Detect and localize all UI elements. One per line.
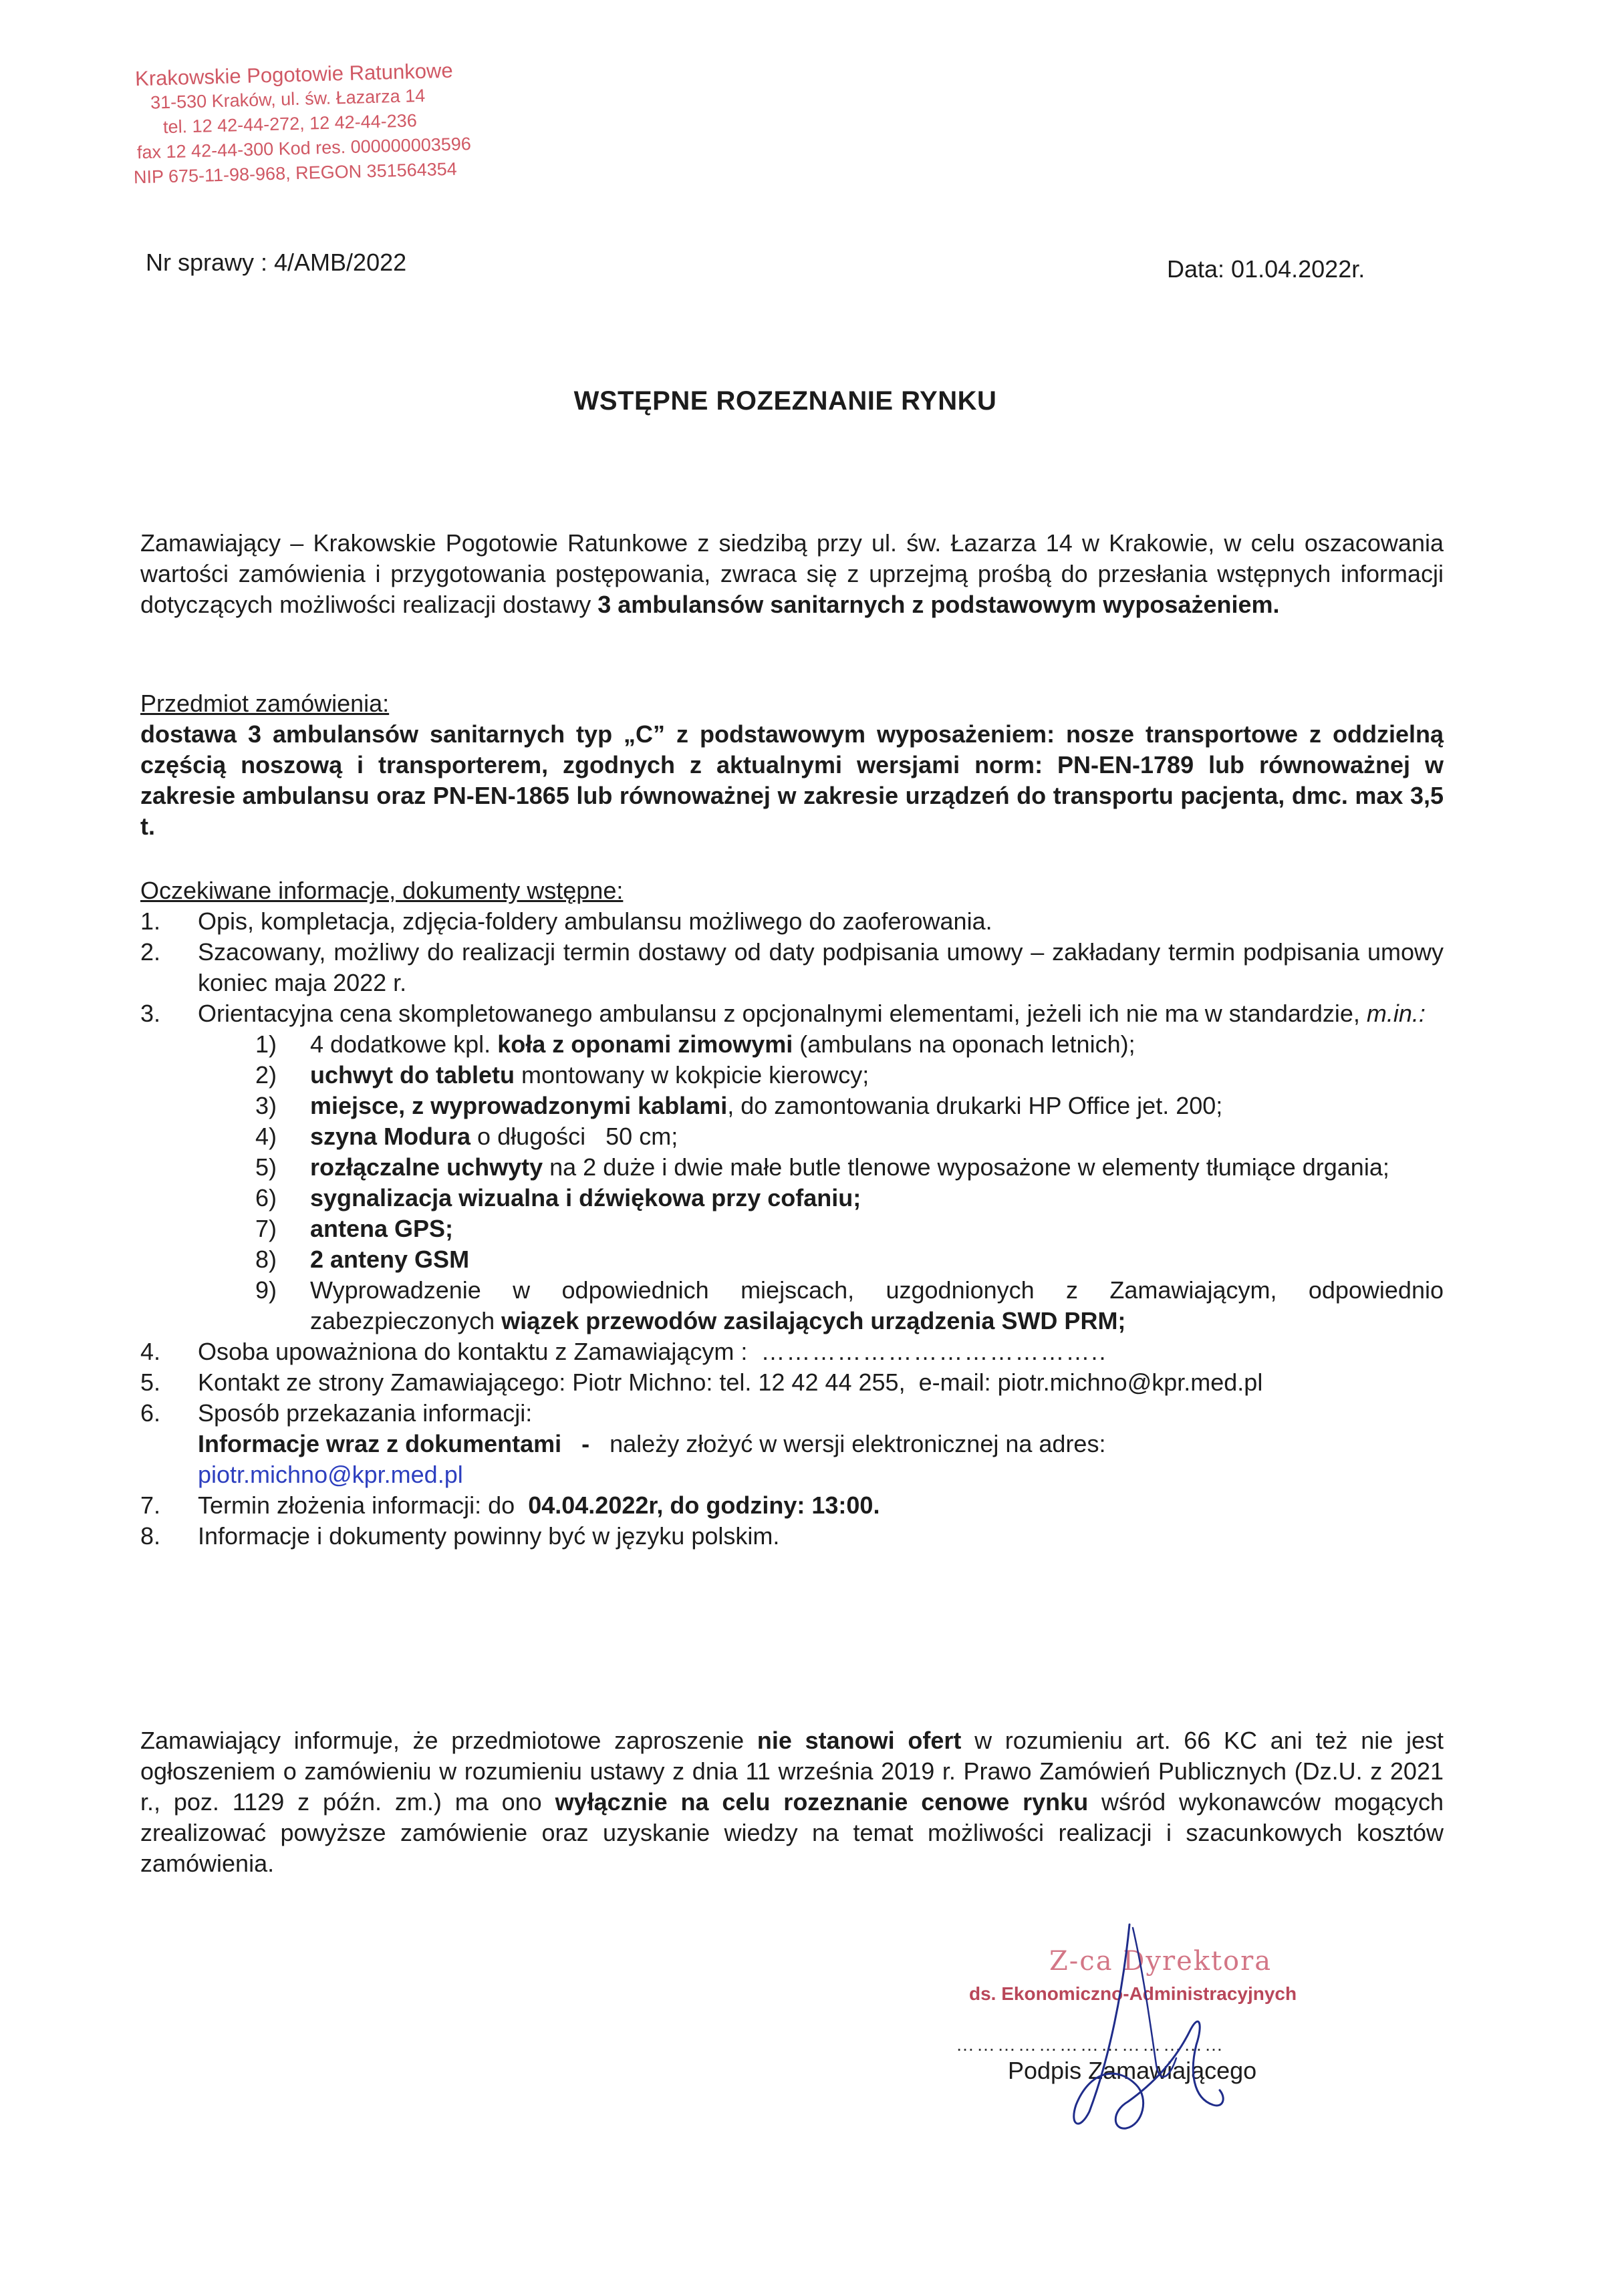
- item-text: Orientacyjna cena skompletowanego ambulansu z opcjonalnymi elementami, jeżeli ich nie ma w standardzie,: [198, 1000, 1367, 1027]
- item-number: 6.: [140, 1399, 161, 1427]
- item-text: Osoba upoważniona do kontaktu z Zamawiającym :: [198, 1338, 748, 1365]
- stamp-line: tel. 12 42-44-272, 12 42-44-236: [162, 110, 418, 138]
- subitem-bold: koła z oponami zimowymi: [497, 1030, 793, 1058]
- list-item: [140, 937, 1444, 998]
- subitem-text: Wyprowadzenie w odpowiednich miejscach, uzgodnionych z Zamawiającym, odpowiednio zabezpieczonych: [310, 1276, 1444, 1334]
- item-text: Sposób przekazania informacji:: [198, 1399, 533, 1427]
- subitem-number: 4): [255, 1123, 277, 1150]
- subitem-number: 7): [255, 1215, 277, 1242]
- item-text: Kontakt ze strony Zamawiającego: Piotr Michno: tel. 12 42 44 255, e-mail: piotr.michno@kpr.med.pl: [198, 1369, 1263, 1396]
- document-date: Data: 01.04.2022r.: [1167, 255, 1365, 283]
- item-number: 4.: [140, 1338, 161, 1365]
- intro-text: Zamawiający – Krakowskie Pogotowie Ratunkowe z siedzibą przy ul. św. Łazarza 14 w Krakowie, w celu oszacowania wartości zamówienia i przygotowania postępowania, zwraca się z uprzejmą prośbą do przesłania wstępnych informacji dotyczących możliwości realizacji dostawy: [140, 529, 1444, 618]
- item-number: 5.: [140, 1369, 161, 1396]
- signature-label: Podpis Zamawiającego: [1008, 2057, 1257, 2084]
- item-bold: Informacje wraz z dokumentami -: [198, 1430, 603, 1457]
- subitem-number: 1): [255, 1030, 277, 1058]
- closing-text: w rozumieniu art. 66 KC ani też nie jest ogłoszeniem o zamówieniu w rozumieniu ustawy z dnia 11 września 2019 r. Prawo Zamówień Publicznych (Dz.U. z 2021 r., poz. 1129 z późn. zm.) ma ono: [140, 1727, 1444, 1816]
- sublist-item: [198, 1091, 1444, 1121]
- closing-bold: nie stanowi ofert: [757, 1727, 962, 1754]
- subitem-text: 4 dodatkowe kpl.: [310, 1030, 498, 1058]
- sublist-item: [198, 1275, 1444, 1336]
- subitem-text: , do zamontowania drukarki HP Office jet. 200;: [727, 1092, 1223, 1119]
- signature-line: …………………………………: [956, 2034, 1225, 2055]
- subject-text: dostawa 3 ambulansów sanitarnych typ „C” z podstawowym wyposażeniem: nosze transportowe z oddzielną częścią noszową i transporterem, zgodnych z aktualnymi wersjami norm: PN-EN-1789 lub równoważnej w zakresie ambulansu oraz PN-EN-1865 lub równoważnej w zakresie urządzeń do transportu pacjenta, dmc. max 3,5 t.: [140, 720, 1444, 840]
- subitem-bold: sygnalizacja wizualna i dźwiękowa przy cofaniu;: [310, 1184, 861, 1211]
- intro-bold: 3 ambulansów sanitarnych z podstawowym wyposażeniem.: [597, 591, 1280, 618]
- expected-list: [140, 906, 1444, 1552]
- subject-section: [140, 688, 1444, 842]
- subitem-text: montowany w kokpicie kierowcy;: [515, 1061, 869, 1089]
- sublist-item: [198, 1029, 1444, 1060]
- signature-block: [949, 1911, 1417, 2152]
- item-text: Szacowany, możliwy do realizacji termin dostawy od daty podpisania umowy – zakładany termin podpisania umowy koniec maja 2022 r.: [198, 938, 1444, 996]
- subitem-bold: antena GPS;: [310, 1215, 454, 1242]
- item-text: należy złożyć w wersji elektronicznej na adres:: [603, 1430, 1106, 1457]
- institution-stamp: [130, 57, 514, 190]
- subitem-number: 6): [255, 1184, 277, 1211]
- closing-bold: wyłącznie na celu rozeznanie cenowe rynku: [555, 1788, 1089, 1816]
- list-item: [140, 906, 1444, 937]
- subitem-number: 8): [255, 1246, 277, 1273]
- list-item: [140, 1336, 1444, 1367]
- signature-stamp-department: ds. Ekonomiczno-Administracyjnych: [969, 1983, 1297, 2004]
- case-number: Nr sprawy : 4/AMB/2022: [146, 249, 407, 276]
- subitem-number: 9): [255, 1276, 277, 1304]
- handwritten-signature: [1049, 1911, 1236, 2138]
- stamp-line: 31-530 Kraków, ul. św. Łazarza 14: [150, 85, 426, 113]
- subitem-number: 5): [255, 1153, 277, 1181]
- signature-stamp-title: Z-ca Dyrektora: [1049, 1946, 1272, 1977]
- subitem-text: na 2 duże i dwie małe butle tlenowe wyposażone w elementy tłumiące drgania;: [543, 1153, 1389, 1181]
- list-item: [140, 998, 1444, 1336]
- subitem-number: 2): [255, 1061, 277, 1089]
- expected-heading: Oczekiwane informacje, dokumenty wstępne:: [140, 877, 624, 904]
- subitem-bold: miejsce, z wyprowadzonymi kablami: [310, 1092, 728, 1119]
- sublist-item: [198, 1152, 1444, 1183]
- list-item: [140, 1398, 1444, 1490]
- subitem-bold: wiązek przewodów zasilających urządzenia SWD PRM;: [501, 1307, 1126, 1334]
- subitem-bold: uchwyt do tabletu: [310, 1061, 515, 1089]
- deadline: 04.04.2022r, do godziny: 13:00.: [528, 1491, 880, 1519]
- item-text: Termin złożenia informacji: do: [198, 1491, 529, 1519]
- subitem-bold: 2 anteny GSM: [310, 1246, 470, 1273]
- closing-text: wśród wykonawców mogących zrealizować powyższe zamówienie oraz uzyskanie wiedzy na temat możliwości realizacji i szacunkowych kosztów zamówienia.: [140, 1788, 1444, 1877]
- options-sublist: [198, 1029, 1444, 1336]
- item-number: 8.: [140, 1522, 161, 1550]
- item-number: 2.: [140, 938, 161, 966]
- sublist-item: [198, 1183, 1444, 1213]
- closing-text: Zamawiający informuje, że przedmiotowe zaproszenie: [140, 1727, 757, 1754]
- sublist-item: [198, 1213, 1444, 1244]
- contact-person-blank: …………………………………..: [761, 1338, 1107, 1365]
- subitem-text: (ambulans na oponach letnich);: [793, 1030, 1135, 1058]
- stamp-line: Krakowskie Pogotowie Ratunkowe: [134, 58, 454, 91]
- subitem-text: o długości 50 cm;: [471, 1123, 678, 1150]
- subject-heading: Przedmiot zamówienia:: [140, 690, 390, 717]
- subitem-bold: szyna Modura: [310, 1123, 471, 1150]
- sublist-item: [198, 1121, 1444, 1152]
- stamp-line: NIP 675-11-98-968, REGON 351564354: [133, 158, 458, 188]
- sublist-item: [198, 1060, 1444, 1091]
- item-text: Informacje i dokumenty powinny być w języku polskim.: [198, 1522, 780, 1550]
- list-item: [140, 1521, 1444, 1552]
- document-title: WSTĘPNE ROZEZNANIE RYNKU: [573, 386, 997, 416]
- list-item: [140, 1490, 1444, 1521]
- subitem-bold: rozłączalne uchwyty: [310, 1153, 543, 1181]
- sublist-item: [198, 1244, 1444, 1275]
- email-link[interactable]: piotr.michno@kpr.med.pl: [198, 1461, 463, 1488]
- item-number: 1.: [140, 907, 161, 935]
- item-text-italic: m.in.:: [1366, 1000, 1426, 1027]
- item-number: 3.: [140, 1000, 161, 1027]
- list-item: [140, 1367, 1444, 1398]
- item-number: 7.: [140, 1491, 161, 1519]
- expected-section: [140, 875, 1444, 1552]
- stamp-line: fax 12 42-44-300 Kod res. 000000003596: [136, 134, 472, 163]
- closing-paragraph: [140, 1725, 1444, 1879]
- item-text: Opis, kompletacja, zdjęcia-foldery ambulansu możliwego do zaoferowania.: [198, 907, 992, 935]
- subitem-number: 3): [255, 1092, 277, 1119]
- intro-paragraph: [140, 528, 1444, 620]
